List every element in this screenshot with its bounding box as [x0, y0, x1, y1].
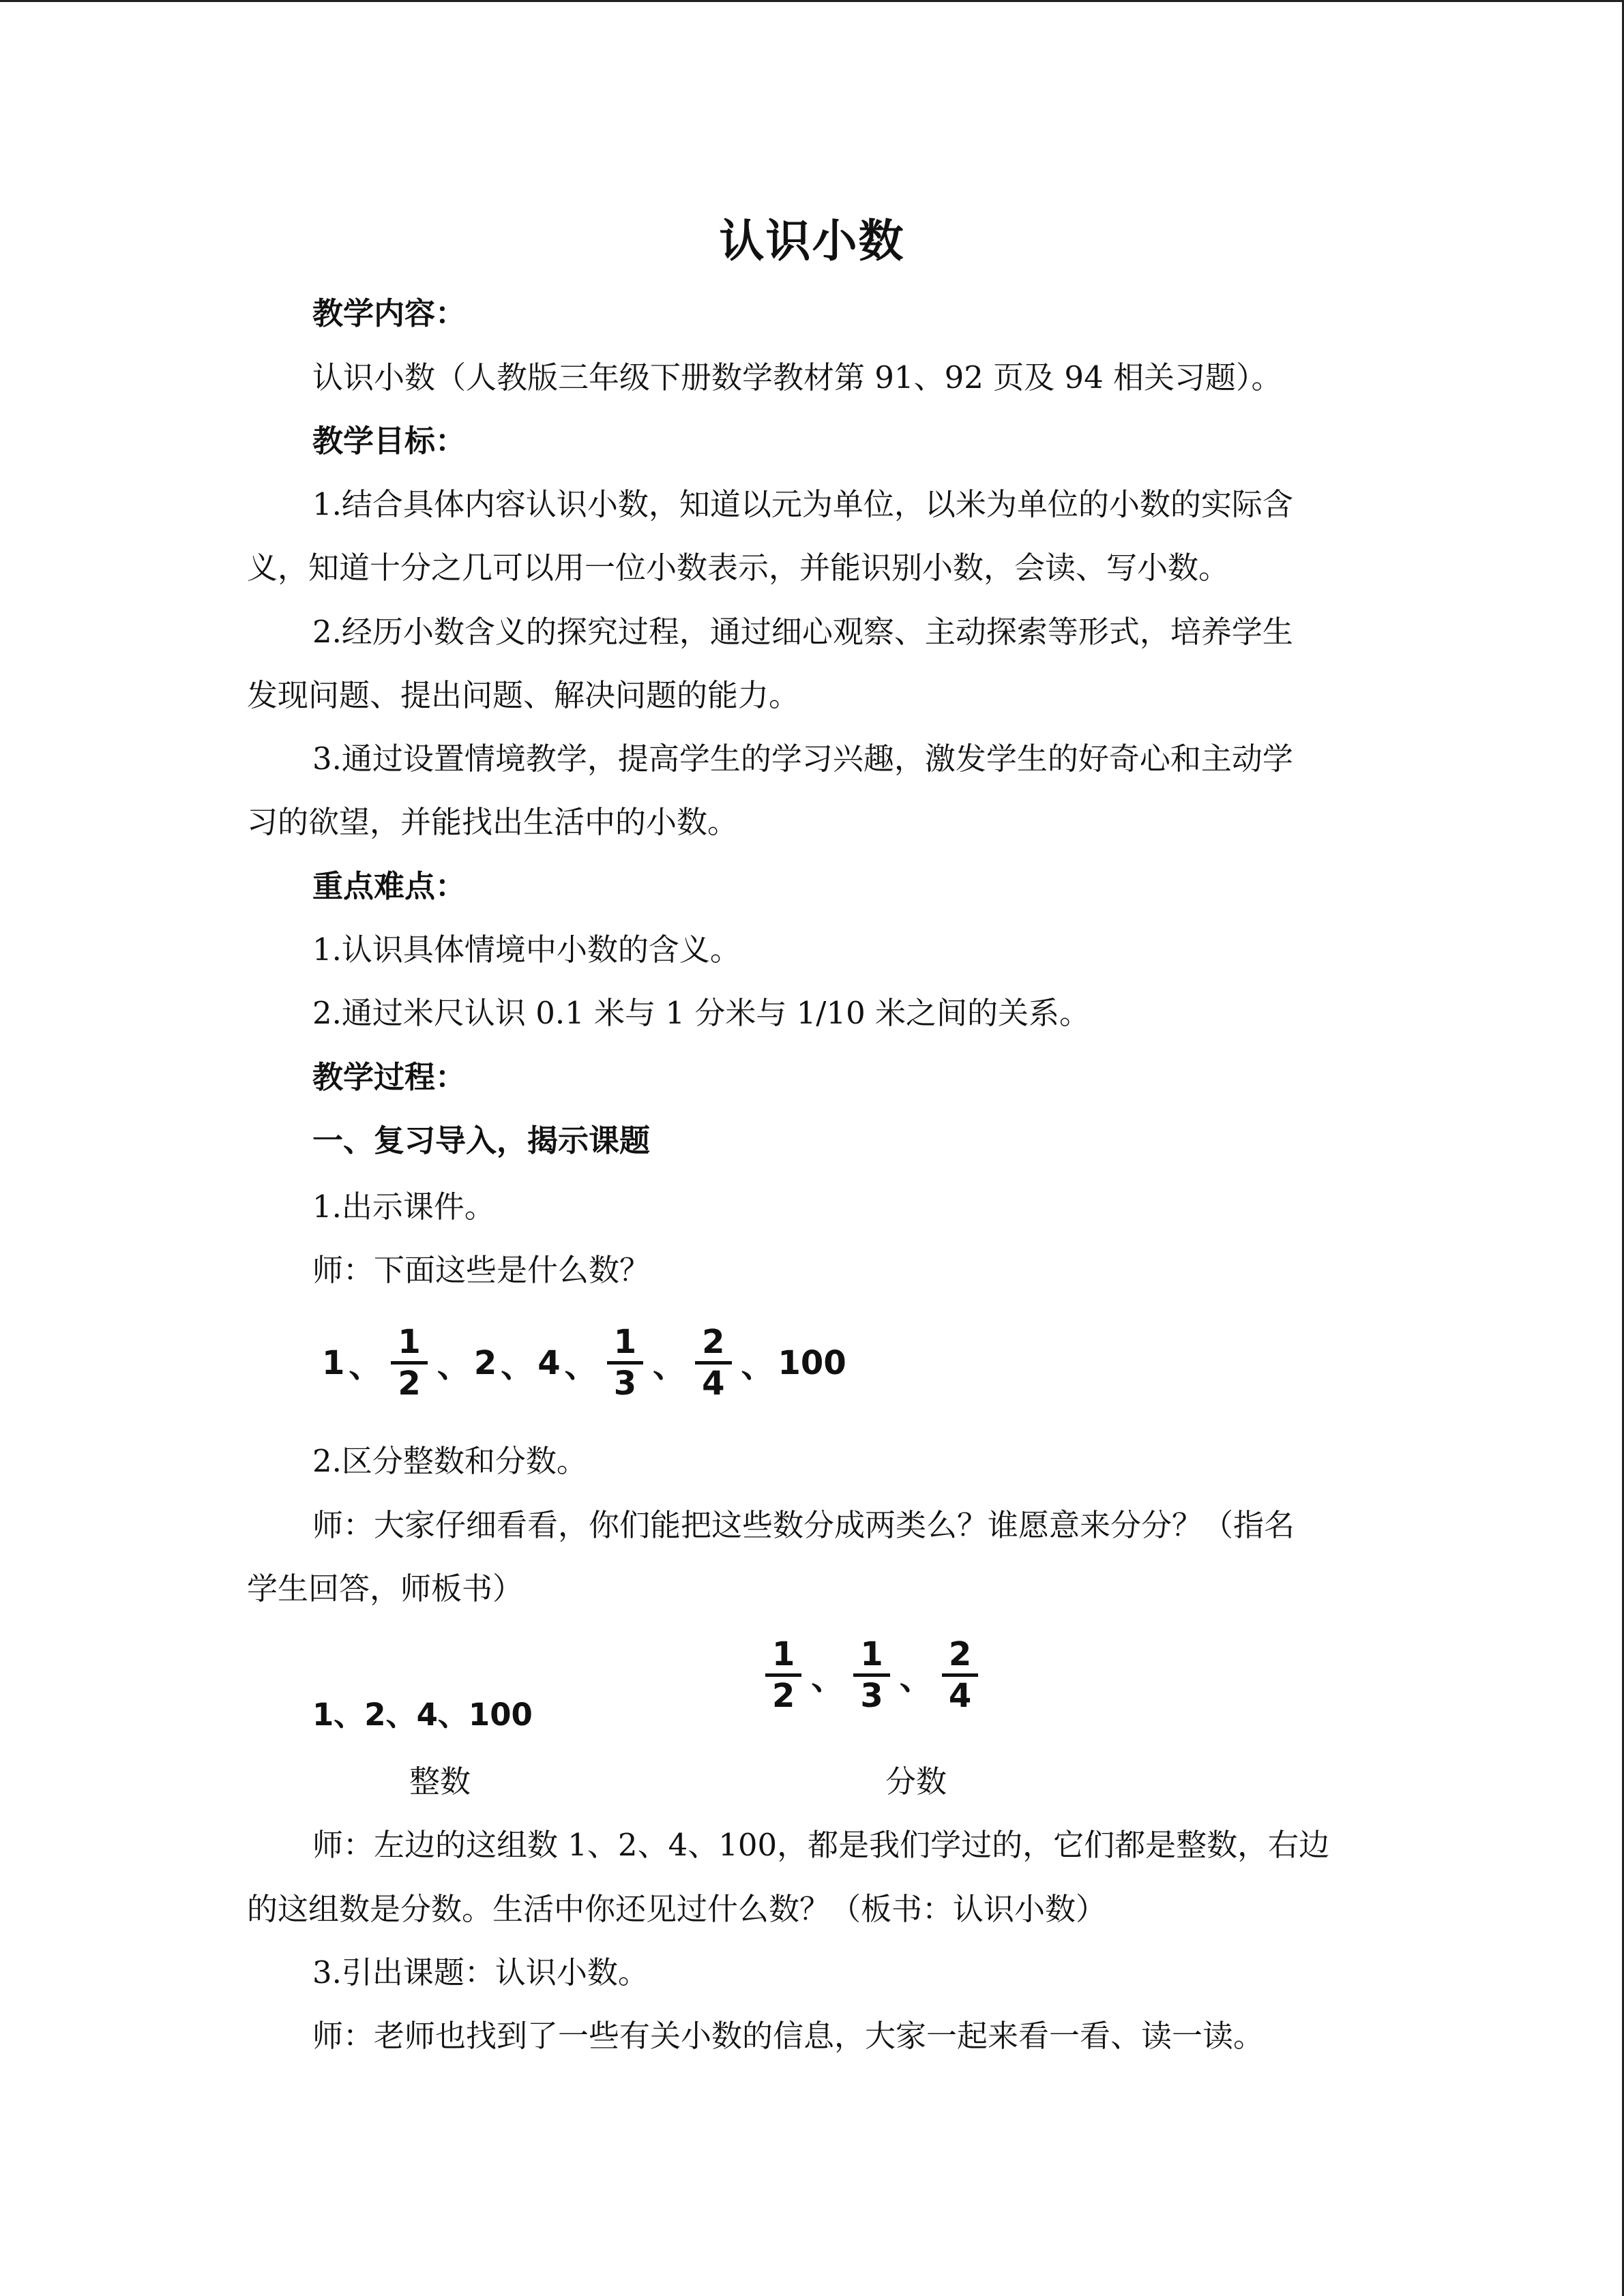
- group-fraction-1-2: [765, 1635, 801, 1715]
- goal-2-line-2: 发现问题、提出问题、解决问题的能力。: [247, 677, 800, 713]
- group-fraction-2-4: [942, 1635, 978, 1715]
- seq-fraction-2-4: [695, 1323, 731, 1403]
- fraction-denominator: 3: [860, 1677, 883, 1715]
- goal-2-line-1: 2.经历小数含义的探究过程，通过细心观察、主动探索等形式，培养学生: [312, 614, 1293, 650]
- fraction-numerator: 2: [702, 1323, 725, 1361]
- part-1-question-2-line-2: 学生回答，师板书）: [247, 1570, 524, 1607]
- key-point-1: 1.认识具体情境中小数的含义。: [312, 931, 741, 968]
- fraction-denominator: 4: [948, 1677, 972, 1715]
- fraction-group: [758, 1635, 985, 1715]
- part-1-step-3: 3.引出课题：认识小数。: [312, 1954, 649, 1991]
- number-sequence: [321, 1323, 848, 1403]
- fraction-numerator: 1: [772, 1635, 795, 1673]
- seq-separator: 、: [653, 1347, 686, 1385]
- fraction-numerator: 1: [613, 1323, 637, 1361]
- fraction-denominator: 2: [772, 1677, 795, 1715]
- seq-number: 4: [537, 1343, 561, 1382]
- seq-separator: 、: [741, 1347, 774, 1385]
- part-1-question-2-line-1: 师：大家仔细看看，你们能把这些数分成两类么？谁愿意来分分？（指名: [312, 1507, 1295, 1543]
- seq-separator: 、: [349, 1347, 382, 1385]
- seq-separator: 、: [564, 1347, 597, 1385]
- integer-group-label: 整数: [409, 1763, 471, 1800]
- seq-fraction-1-2: [391, 1323, 427, 1403]
- seq-separator: 、: [437, 1347, 470, 1385]
- goal-1-line-1: 1.结合具体内容认识小数，知道以元为单位，以米为单位的小数的实际含: [312, 486, 1293, 522]
- part-1-question-3: 师：老师也找到了一些有关小数的信息，大家一起来看一看、读一读。: [312, 2018, 1265, 2054]
- goal-3-line-1: 3.通过设置情境教学，提高学生的学习兴趣，激发学生的好奇心和主动学: [312, 741, 1293, 777]
- part-1-explanation-line-1: 师：左边的这组数 1、2、4、100，都是我们学过的，它们都是整数，右边: [312, 1827, 1330, 1863]
- group-fraction-1-3: [853, 1635, 889, 1715]
- seq-number: 1: [322, 1343, 345, 1382]
- page-title: 认识小数: [719, 214, 905, 267]
- fraction-denominator: 3: [613, 1365, 637, 1403]
- group-separator: 、: [811, 1659, 844, 1697]
- part-1-question-1: 师：下面这些是什么数？: [312, 1252, 651, 1288]
- group-separator: 、: [899, 1659, 932, 1697]
- key-point-2: 2.通过米尺认识 0.1 米与 1 分米与 1/10 米之间的关系。: [312, 995, 1091, 1031]
- goal-3-line-2: 习的欲望，并能找出生活中的小数。: [247, 804, 739, 840]
- part-1-heading: 一、复习导入，揭示课题: [312, 1122, 651, 1159]
- seq-number: 100: [778, 1343, 846, 1382]
- fraction-numerator: 1: [398, 1323, 421, 1361]
- fraction-denominator: 2: [398, 1365, 421, 1403]
- section-heading-goals: 教学目标：: [312, 423, 467, 459]
- seq-separator: 、: [501, 1347, 534, 1385]
- fraction-group-label: 分数: [885, 1763, 947, 1800]
- part-1-explanation-line-2: 的这组数是分数。生活中你还见过什么数？（板书：认识小数）: [247, 1891, 1107, 1927]
- section-heading-key-points: 重点难点：: [312, 868, 467, 904]
- section-heading-content: 教学内容：: [312, 295, 467, 331]
- part-1-step-2: 2.区分整数和分数。: [312, 1443, 587, 1479]
- fraction-numerator: 1: [860, 1635, 883, 1673]
- goal-1-line-2: 义，知道十分之几可以用一位小数表示，并能识别小数，会读、写小数。: [247, 550, 1230, 586]
- seq-fraction-1-3: [607, 1323, 643, 1403]
- section-heading-process: 教学过程：: [312, 1059, 467, 1095]
- seq-number: 2: [473, 1343, 497, 1382]
- fraction-numerator: 2: [948, 1635, 972, 1673]
- integer-group: 1、2、4、100: [312, 1697, 533, 1733]
- content-text: 认识小数（人教版三年级下册数学教材第 91、92 页及 94 相关习题）。: [312, 359, 1282, 396]
- fraction-denominator: 4: [702, 1365, 725, 1403]
- part-1-step-1: 1.出示课件。: [312, 1189, 495, 1225]
